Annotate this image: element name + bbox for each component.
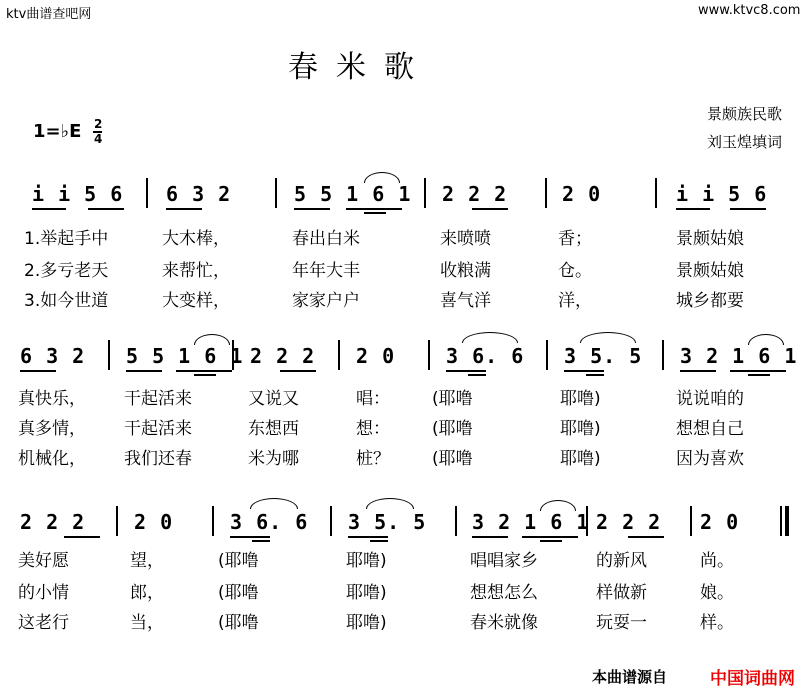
bar-line xyxy=(780,506,782,536)
lyric: 东想西 xyxy=(248,419,299,439)
slur xyxy=(366,498,414,509)
score-line-2 xyxy=(0,338,807,468)
measure-notes: 5 5 1 6 1 xyxy=(294,182,412,206)
beam xyxy=(64,536,100,538)
final-bar-line xyxy=(785,506,789,536)
lyric: 玩耍一 xyxy=(596,613,647,633)
slur xyxy=(194,334,230,345)
lyric: 干起活来 xyxy=(124,389,192,409)
bar-line xyxy=(690,506,692,536)
beam xyxy=(176,370,232,372)
beam xyxy=(88,208,124,210)
lyric: 洋， xyxy=(558,291,592,311)
lyric: 耶噜) xyxy=(560,449,601,469)
measure-notes: 3 6. 6 xyxy=(230,510,309,534)
lyric: 说说咱的 xyxy=(676,389,744,409)
beam xyxy=(472,208,508,210)
lyric: 美好愿 xyxy=(18,551,69,571)
slur xyxy=(748,334,784,345)
bar-line xyxy=(428,340,430,370)
key-signature: 1=♭E xyxy=(33,121,82,142)
lyric: 来帮忙， xyxy=(162,261,230,281)
beam xyxy=(586,374,604,376)
lyric: (耶噜 xyxy=(432,389,473,409)
beam xyxy=(346,208,402,210)
bar-line xyxy=(424,178,426,208)
slur xyxy=(250,498,298,509)
measure-notes: 2 2 2 xyxy=(20,510,86,534)
lyric: 年年大丰 xyxy=(292,261,360,281)
measure-notes: 2 0 xyxy=(562,182,602,206)
source-site-link[interactable]: 中国词曲网 xyxy=(710,669,795,689)
lyric: 唱： xyxy=(356,389,390,409)
lyric: 当， xyxy=(130,613,164,633)
lyric: 来喷喷 xyxy=(440,229,491,249)
lyric: 真快乐， xyxy=(18,389,86,409)
lyric: (耶噜 xyxy=(432,449,473,469)
bar-line xyxy=(275,178,277,208)
site-watermark-right: www.ktvc8.com xyxy=(698,3,801,18)
lyric: 大木棒， xyxy=(162,229,230,249)
lyric: 望， xyxy=(130,551,164,571)
beam xyxy=(280,370,316,372)
bar-line xyxy=(545,178,547,208)
measure-notes: 5 5 1 6 1 xyxy=(126,344,244,368)
bar-line xyxy=(546,340,548,370)
measure-notes: 3 2 1 6 1 xyxy=(680,344,798,368)
lyric: 春出白米 xyxy=(292,229,360,249)
beam xyxy=(564,370,604,372)
origin-credit: 景颇族民歌 xyxy=(707,105,783,123)
lyric: 桩？ xyxy=(356,449,390,469)
measure-notes: 6 3 2 xyxy=(166,182,232,206)
beam xyxy=(294,208,330,210)
beam xyxy=(522,536,578,538)
lyric: 景颇姑娘 xyxy=(676,261,744,281)
lyricist-credit: 刘玉煌填词 xyxy=(707,133,783,151)
lyric: 郎， xyxy=(130,583,164,603)
measure-notes: 2 0 xyxy=(700,510,740,534)
score-line-3 xyxy=(0,504,807,634)
beam xyxy=(472,536,508,538)
lyric: 仓。 xyxy=(558,261,592,281)
measure-notes: 3 2 1 6 1 xyxy=(472,510,590,534)
slur xyxy=(580,332,636,343)
time-signature-denominator: 4 xyxy=(94,132,103,146)
lyric: 样。 xyxy=(700,613,734,633)
measure-notes: 3 5. 5 xyxy=(348,510,427,534)
lyric: (耶噜 xyxy=(218,551,259,571)
beam xyxy=(676,208,710,210)
beam xyxy=(628,536,664,538)
measure-notes: i i 5 6 xyxy=(32,182,124,206)
lyric: 真多情， xyxy=(18,419,86,439)
lyric: 想想怎么 xyxy=(470,583,538,603)
lyric: (耶噜 xyxy=(218,613,259,633)
lyric: 城乡都要 xyxy=(676,291,744,311)
lyric: 唱唱家乡 xyxy=(470,551,538,571)
measure-notes: 2 0 xyxy=(356,344,396,368)
lyric: 机械化， xyxy=(18,449,86,469)
measure-notes: i i 5 6 xyxy=(676,182,768,206)
measure-notes: 3 6. 6 xyxy=(446,344,525,368)
beam xyxy=(540,540,562,542)
lyric: 2.多亏老天 xyxy=(24,261,109,281)
lyric: 的小情 xyxy=(18,583,69,603)
bar-line xyxy=(455,506,457,536)
lyric: (耶噜 xyxy=(432,419,473,439)
measure-notes: 6 3 2 xyxy=(20,344,86,368)
lyric: 娘。 xyxy=(700,583,734,603)
source-label: 本曲谱源自 xyxy=(592,668,668,686)
lyric: 我们还春 xyxy=(124,449,192,469)
beam xyxy=(20,370,56,372)
beam xyxy=(364,212,386,214)
measure-notes: 2 2 2 xyxy=(442,182,508,206)
bar-line xyxy=(146,178,148,208)
lyric: 大变样， xyxy=(162,291,230,311)
lyric: 春米就像 xyxy=(470,613,538,633)
lyric: 收粮满 xyxy=(440,261,491,281)
page-title: 春米歌 xyxy=(288,50,432,85)
lyric: 景颇姑娘 xyxy=(676,229,744,249)
lyric: 香； xyxy=(558,229,592,249)
beam xyxy=(730,208,766,210)
bar-line xyxy=(655,178,657,208)
lyric: 耶噜) xyxy=(560,389,601,409)
beam xyxy=(126,370,162,372)
lyric: 耶噜) xyxy=(560,419,601,439)
beam xyxy=(32,208,66,210)
lyric: 1.举起手中 xyxy=(24,229,109,249)
lyric: 喜气洋 xyxy=(440,291,491,311)
slur xyxy=(364,172,400,183)
beam xyxy=(230,536,270,538)
beam xyxy=(680,370,716,372)
measure-notes: 2 0 xyxy=(134,510,174,534)
beam xyxy=(730,370,786,372)
lyric: 耶噜) xyxy=(346,613,387,633)
measure-notes: 3 5. 5 xyxy=(564,344,643,368)
lyric: 的新风 xyxy=(596,551,647,571)
time-signature-numerator: 2 xyxy=(94,117,103,131)
lyric: 家家户户 xyxy=(292,291,360,311)
measure-notes: 2 2 2 xyxy=(596,510,662,534)
score-line-1 xyxy=(0,176,807,311)
beam xyxy=(194,374,216,376)
bar-line xyxy=(212,506,214,536)
measure-notes: 2 2 2 xyxy=(250,344,316,368)
lyric: 又说又 xyxy=(248,389,299,409)
beam xyxy=(468,374,486,376)
lyric: 想： xyxy=(356,419,390,439)
slur xyxy=(540,500,576,511)
lyric: 样做新 xyxy=(596,583,647,603)
lyric: 因为喜欢 xyxy=(676,449,744,469)
lyric: 想想自己 xyxy=(676,419,744,439)
bar-line xyxy=(330,506,332,536)
beam xyxy=(166,208,202,210)
lyric: (耶噜 xyxy=(218,583,259,603)
lyric: 3.如今世道 xyxy=(24,291,109,311)
lyric: 干起活来 xyxy=(124,419,192,439)
beam xyxy=(446,370,486,372)
slur xyxy=(462,332,518,343)
bar-line xyxy=(338,340,340,370)
bar-line xyxy=(662,340,664,370)
lyric: 耶噜) xyxy=(346,551,387,571)
beam xyxy=(748,374,770,376)
beam xyxy=(348,536,388,538)
site-watermark-left: ktv曲谱查吧网 xyxy=(6,7,92,22)
beam xyxy=(370,540,388,542)
bar-line xyxy=(116,506,118,536)
lyric: 尚。 xyxy=(700,551,734,571)
lyric: 耶噜) xyxy=(346,583,387,603)
lyric: 这老行 xyxy=(18,613,69,633)
lyric: 米为哪 xyxy=(248,449,299,469)
bar-line xyxy=(108,340,110,370)
beam xyxy=(252,540,270,542)
